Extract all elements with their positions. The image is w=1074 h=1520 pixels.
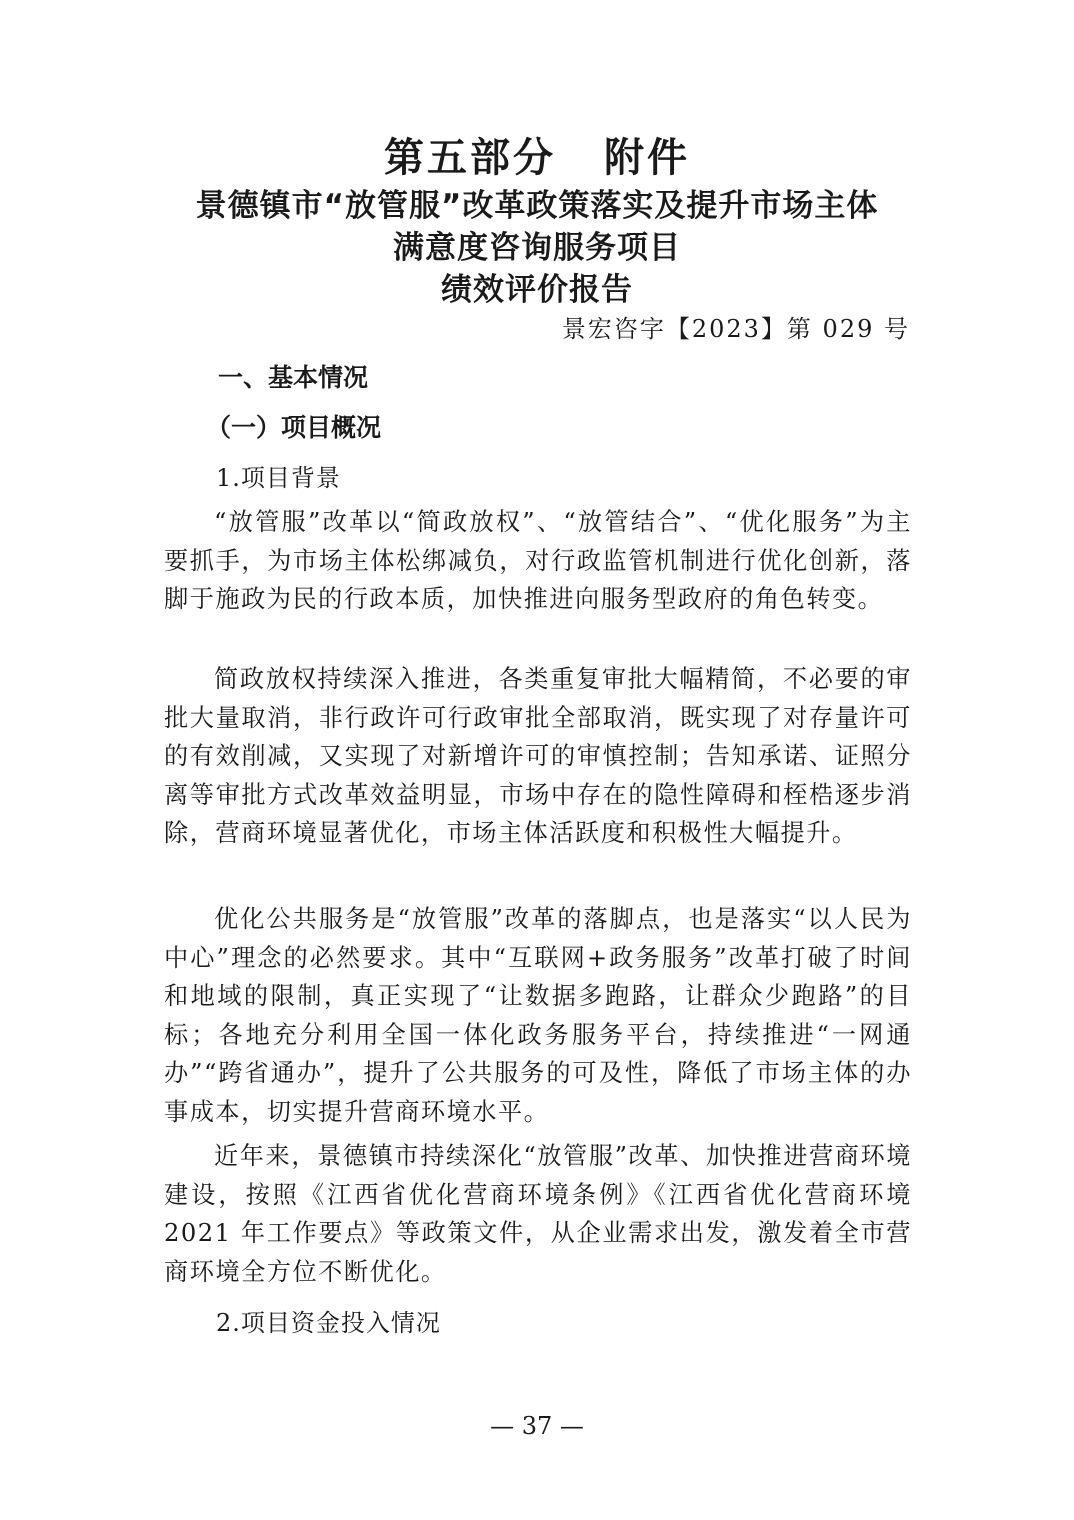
item-heading-funding: 2.项目资金投入情况 [216,1309,441,1337]
part-title-left: 第五部分 [384,135,556,181]
page-number: — 37 — [490,1412,584,1440]
paragraph: 简政放权持续深入推进，各类重复审批大幅精简，不必要的审批大量取消，非行政许可行政审批全部取消，既实现了对存量许可的有效削减，又实现了对新增许可的审慎控制；告知承诺、证照分离等审批方式改革效益明显，市场中存在的隐性障碍和桎梏逐步消除，营商环境显著优化，市场主体活跃度和积极性大幅提升。 [164,665,912,848]
paragraph: 优化公共服务是“放管服”改革的落脚点，也是落实“以人民为中心”理念的必然要求。其中“互联网+政务服务”改革打破了时间和地域的限制，真正实现了“让数据多跑路，让群众少跑路”的目标；各地充分利用全国一体化政务服务平台，持续推进“一网通办”“跨省通办”，提升了公共服务的可及性，降低了市场主体的办事成本，切实提升营商环境水平。 [164,905,912,1126]
part-title-right: 附件 [604,135,690,181]
subsection-heading: （一）项目概况 [206,413,382,442]
part-title [0,134,1074,182]
document-number: 景宏咨字【2023】第 029 号 [561,315,910,343]
report-title-line-2: 满意度咨询服务项目 [393,230,681,266]
report-title-line-1: 景德镇市“放管服”改革政策落实及提升市场主体 [195,188,879,224]
paragraph: 近年来，景德镇市持续深化“放管服”改革、加快推进营商环境建设，按照《江西省优化营商环境条例》《江西省优化营商环境 2021 年工作要点》等政策文件，从企业需求出发，激发着全市营商环境全方位不断优化。 [164,1142,912,1286]
section-heading: 一、基本情况 [218,363,369,392]
item-heading-background: 1.项目背景 [216,464,341,492]
paragraph: “放管服”改革以“简政放权”、“放管结合”、“优化服务”为主要抓手，为市场主体松绑减负，对行政监管机制进行优化创新，落脚于施政为民的行政本质，加快推进向服务型政府的角色转变。 [164,508,912,614]
report-title-line-3: 绩效评价报告 [441,272,633,308]
